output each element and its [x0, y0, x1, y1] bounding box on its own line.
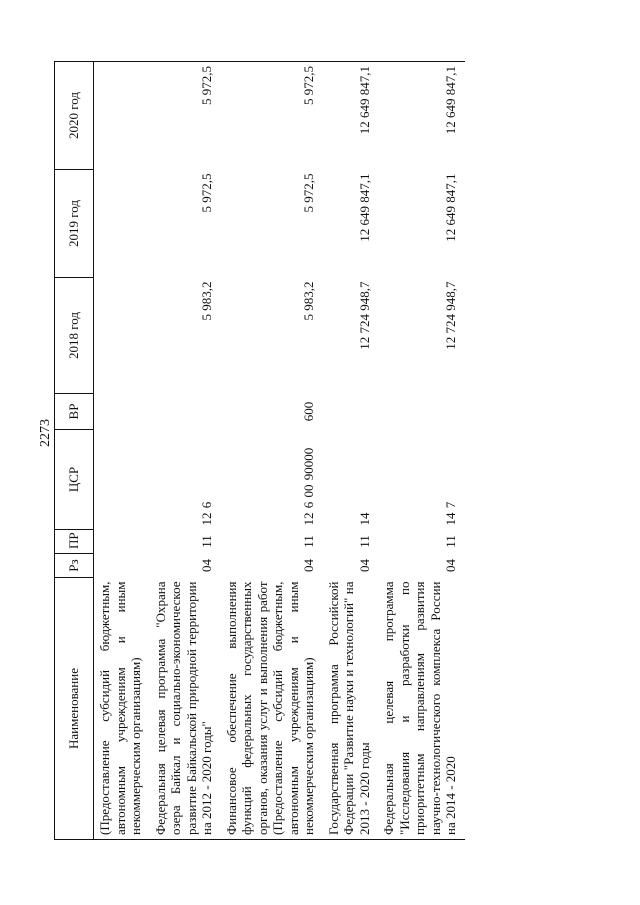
page-number-text: 2273 — [38, 419, 53, 447]
header-rz: Рз — [55, 554, 94, 578]
row-2018 — [94, 278, 150, 394]
row-2020: 12 649 847,1 — [323, 62, 379, 170]
row-pr: 11 — [301, 535, 316, 548]
header-name: Наименование — [55, 578, 94, 840]
row-name: Государственная программа Российской Федерации "Развитие науки и технологий" на 2013 - 2020 годы — [323, 578, 379, 840]
header-vr: ВР — [55, 394, 94, 430]
row-2018: 5 983,2 — [301, 281, 316, 321]
header-pr: ПР — [55, 530, 94, 554]
row-vr — [94, 394, 150, 430]
row-2020: 5 972,5 — [150, 62, 221, 170]
row-csr — [94, 430, 150, 530]
row-pr — [94, 530, 150, 554]
row-vr — [150, 394, 221, 430]
row-vr — [378, 394, 465, 430]
table-row — [221, 62, 323, 840]
row-pr: 11 — [356, 535, 372, 548]
budget-table-container — [54, 62, 587, 840]
row-csr: 12 6 — [199, 501, 214, 526]
row-pr: 11 — [199, 535, 214, 548]
row-pr: 11 — [443, 535, 458, 548]
row-rz: 04 — [301, 559, 316, 572]
row-2018: 12 724 948,7 — [356, 281, 372, 350]
row-2019: 5 972,5 — [301, 173, 316, 213]
table-header-row — [55, 62, 94, 840]
table-row — [378, 62, 465, 840]
header-2018: 2018 год — [55, 278, 94, 394]
row-csr: 12 6 00 90000 — [301, 447, 316, 526]
table-row — [150, 62, 221, 840]
row-rz — [94, 554, 150, 578]
row-csr: 14 7 — [443, 501, 458, 526]
row-2020: 5 972,5 — [221, 62, 323, 170]
row-2019 — [94, 170, 150, 278]
row-2019: 12 649 847,1 — [356, 173, 372, 242]
row-rz: 04 — [199, 559, 214, 572]
table-row — [323, 62, 379, 840]
row-name: (Предоставление субсидий бюджетным, автономным учреждениям и иным некоммерческим организациям) — [94, 578, 150, 840]
row-rz: 04 — [356, 559, 372, 572]
row-vr — [323, 394, 379, 430]
row-2020 — [94, 62, 150, 170]
row-2019: 12 649 847,1 — [443, 173, 458, 242]
row-2018: 5 983,2 — [199, 281, 214, 321]
header-2020: 2020 год — [55, 62, 94, 170]
row-name: Финансовое обеспечение выполнения функций федеральных государственных органов, оказания услуг и выполнения работ (Предоставление субсидий бюджетным, автономным учреждениям и иным некоммерческим организациям) — [221, 578, 323, 840]
budget-table — [54, 61, 465, 840]
row-name: Федеральная целевая программа "Охрана озера Байкал и социально-экономическое развитие Байкальской природной территории на 2012 - 2020 годы" — [150, 578, 221, 840]
row-csr: 14 — [356, 512, 372, 526]
table-row — [94, 62, 150, 840]
row-name: Федеральная целевая программа "Исследования и разработки по приоритетным направлениям развития научно-технологического комплекса России на 2014 - 2020 — [378, 578, 465, 840]
row-2019: 5 972,5 — [199, 173, 214, 213]
row-rz: 04 — [443, 559, 458, 572]
row-vr: 600 — [301, 401, 316, 422]
row-2020: 12 649 847,1 — [378, 62, 465, 170]
header-csr: ЦСР — [55, 430, 94, 530]
header-2019: 2019 год — [55, 170, 94, 278]
row-2018: 12 724 948,7 — [443, 281, 458, 350]
